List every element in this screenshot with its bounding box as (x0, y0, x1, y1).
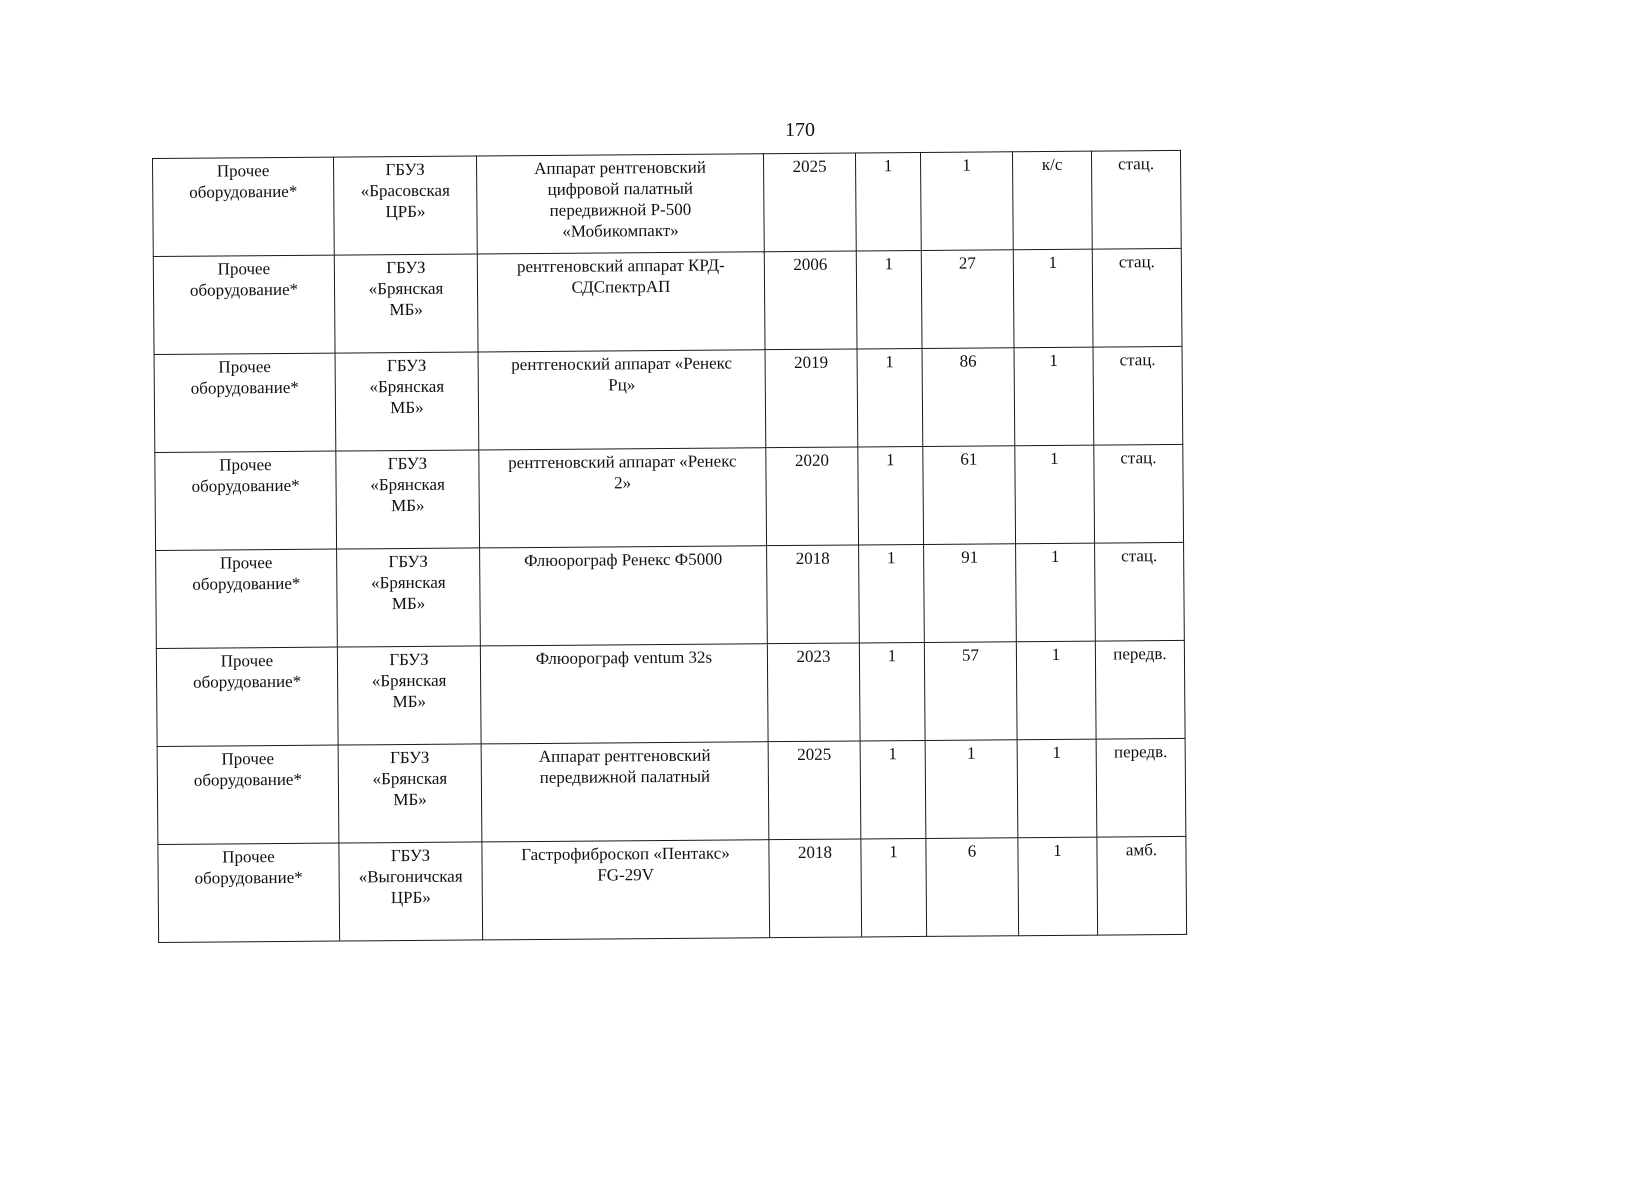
value-cell: 1 (925, 740, 1018, 839)
value-cell: 86 (922, 348, 1015, 447)
care-type-cell: стац. (1094, 444, 1184, 543)
table-row (154, 346, 1183, 452)
table-row (153, 248, 1182, 354)
institution-cell: ГБУЗ «Брянская МБ» (337, 548, 481, 647)
equipment-name-cell: рентгеновский аппарат КРД- СДСпектрАП (477, 252, 765, 352)
value-cell: 61 (923, 446, 1016, 545)
shift-cell: 1 (1017, 739, 1097, 838)
year-cell: 2020 (766, 447, 859, 546)
year-cell: 2025 (768, 741, 861, 840)
value-cell: 1 (920, 152, 1013, 251)
quantity-cell: 1 (855, 152, 921, 251)
shift-cell: 1 (1014, 347, 1094, 446)
category-cell: Прочее оборудование* (157, 745, 339, 844)
page-number: 170 (785, 119, 815, 141)
equipment-name-cell: Аппарат рентгеновский цифровой палатный передвижной Р-500 «Мобикомпакт» (476, 154, 764, 254)
shift-cell: 1 (1016, 641, 1096, 740)
shift-cell: 1 (1015, 445, 1095, 544)
care-type-cell: передв. (1096, 738, 1186, 837)
value-cell: 91 (924, 544, 1017, 643)
category-cell: Прочее оборудование* (153, 157, 335, 256)
quantity-cell: 1 (857, 348, 923, 447)
equipment-table (152, 150, 1187, 943)
value-cell: 27 (921, 250, 1014, 349)
equipment-name-cell: Флюорограф ventum 32s (480, 644, 768, 744)
equipment-name-cell: Гастрофиброскоп «Пентакс» FG-29V (482, 840, 770, 940)
quantity-cell: 1 (859, 642, 925, 741)
shift-cell: 1 (1016, 543, 1096, 642)
year-cell: 2025 (763, 153, 856, 252)
equipment-name-cell: Аппарат рентгеновский передвижной палатный (481, 742, 769, 842)
category-cell: Прочее оборудование* (158, 843, 340, 942)
category-cell: Прочее оборудование* (154, 353, 336, 452)
equipment-name-cell: рентгеноский аппарат «Ренекс Рц» (478, 350, 766, 450)
category-cell: Прочее оборудование* (153, 255, 335, 354)
care-type-cell: амб. (1097, 836, 1187, 935)
quantity-cell: 1 (860, 740, 926, 839)
shift-cell: 1 (1013, 249, 1093, 348)
year-cell: 2006 (764, 251, 857, 350)
quantity-cell: 1 (858, 446, 924, 545)
year-cell: 2018 (767, 545, 860, 644)
equipment-name-cell: Флюорограф Ренекс Ф5000 (480, 546, 768, 646)
institution-cell: ГБУЗ «Брянская МБ» (336, 450, 480, 549)
institution-cell: ГБУЗ «Выгоничская ЦРБ» (339, 842, 483, 941)
table-row (157, 738, 1186, 844)
institution-cell: ГБУЗ «Брянская МБ» (338, 744, 482, 843)
table-row (158, 836, 1187, 942)
year-cell: 2023 (767, 643, 860, 742)
category-cell: Прочее оборудование* (155, 451, 337, 550)
quantity-cell: 1 (861, 838, 927, 937)
table-row (153, 150, 1182, 256)
care-type-cell: стац. (1091, 150, 1181, 249)
table-row (155, 444, 1184, 550)
category-cell: Прочее оборудование* (156, 549, 338, 648)
care-type-cell: стац. (1095, 542, 1185, 641)
table-row (156, 640, 1185, 746)
equipment-name-cell: рентгеновский аппарат «Ренекс 2» (479, 448, 767, 548)
table-body (153, 150, 1187, 942)
value-cell: 57 (924, 642, 1017, 741)
institution-cell: ГБУЗ «Брянская МБ» (335, 352, 479, 451)
care-type-cell: стац. (1092, 248, 1182, 347)
year-cell: 2018 (769, 839, 862, 938)
quantity-cell: 1 (856, 250, 922, 349)
quantity-cell: 1 (859, 544, 925, 643)
institution-cell: ГБУЗ «Брасовская ЦРБ» (333, 156, 477, 255)
year-cell: 2019 (765, 349, 858, 448)
shift-cell: к/с (1012, 151, 1092, 250)
institution-cell: ГБУЗ «Брянская МБ» (337, 646, 481, 745)
care-type-cell: передв. (1095, 640, 1185, 739)
table-row (156, 542, 1185, 648)
care-type-cell: стац. (1093, 346, 1183, 445)
institution-cell: ГБУЗ «Брянская МБ» (334, 254, 478, 353)
value-cell: 6 (926, 838, 1019, 937)
shift-cell: 1 (1018, 837, 1098, 936)
category-cell: Прочее оборудование* (156, 647, 338, 746)
